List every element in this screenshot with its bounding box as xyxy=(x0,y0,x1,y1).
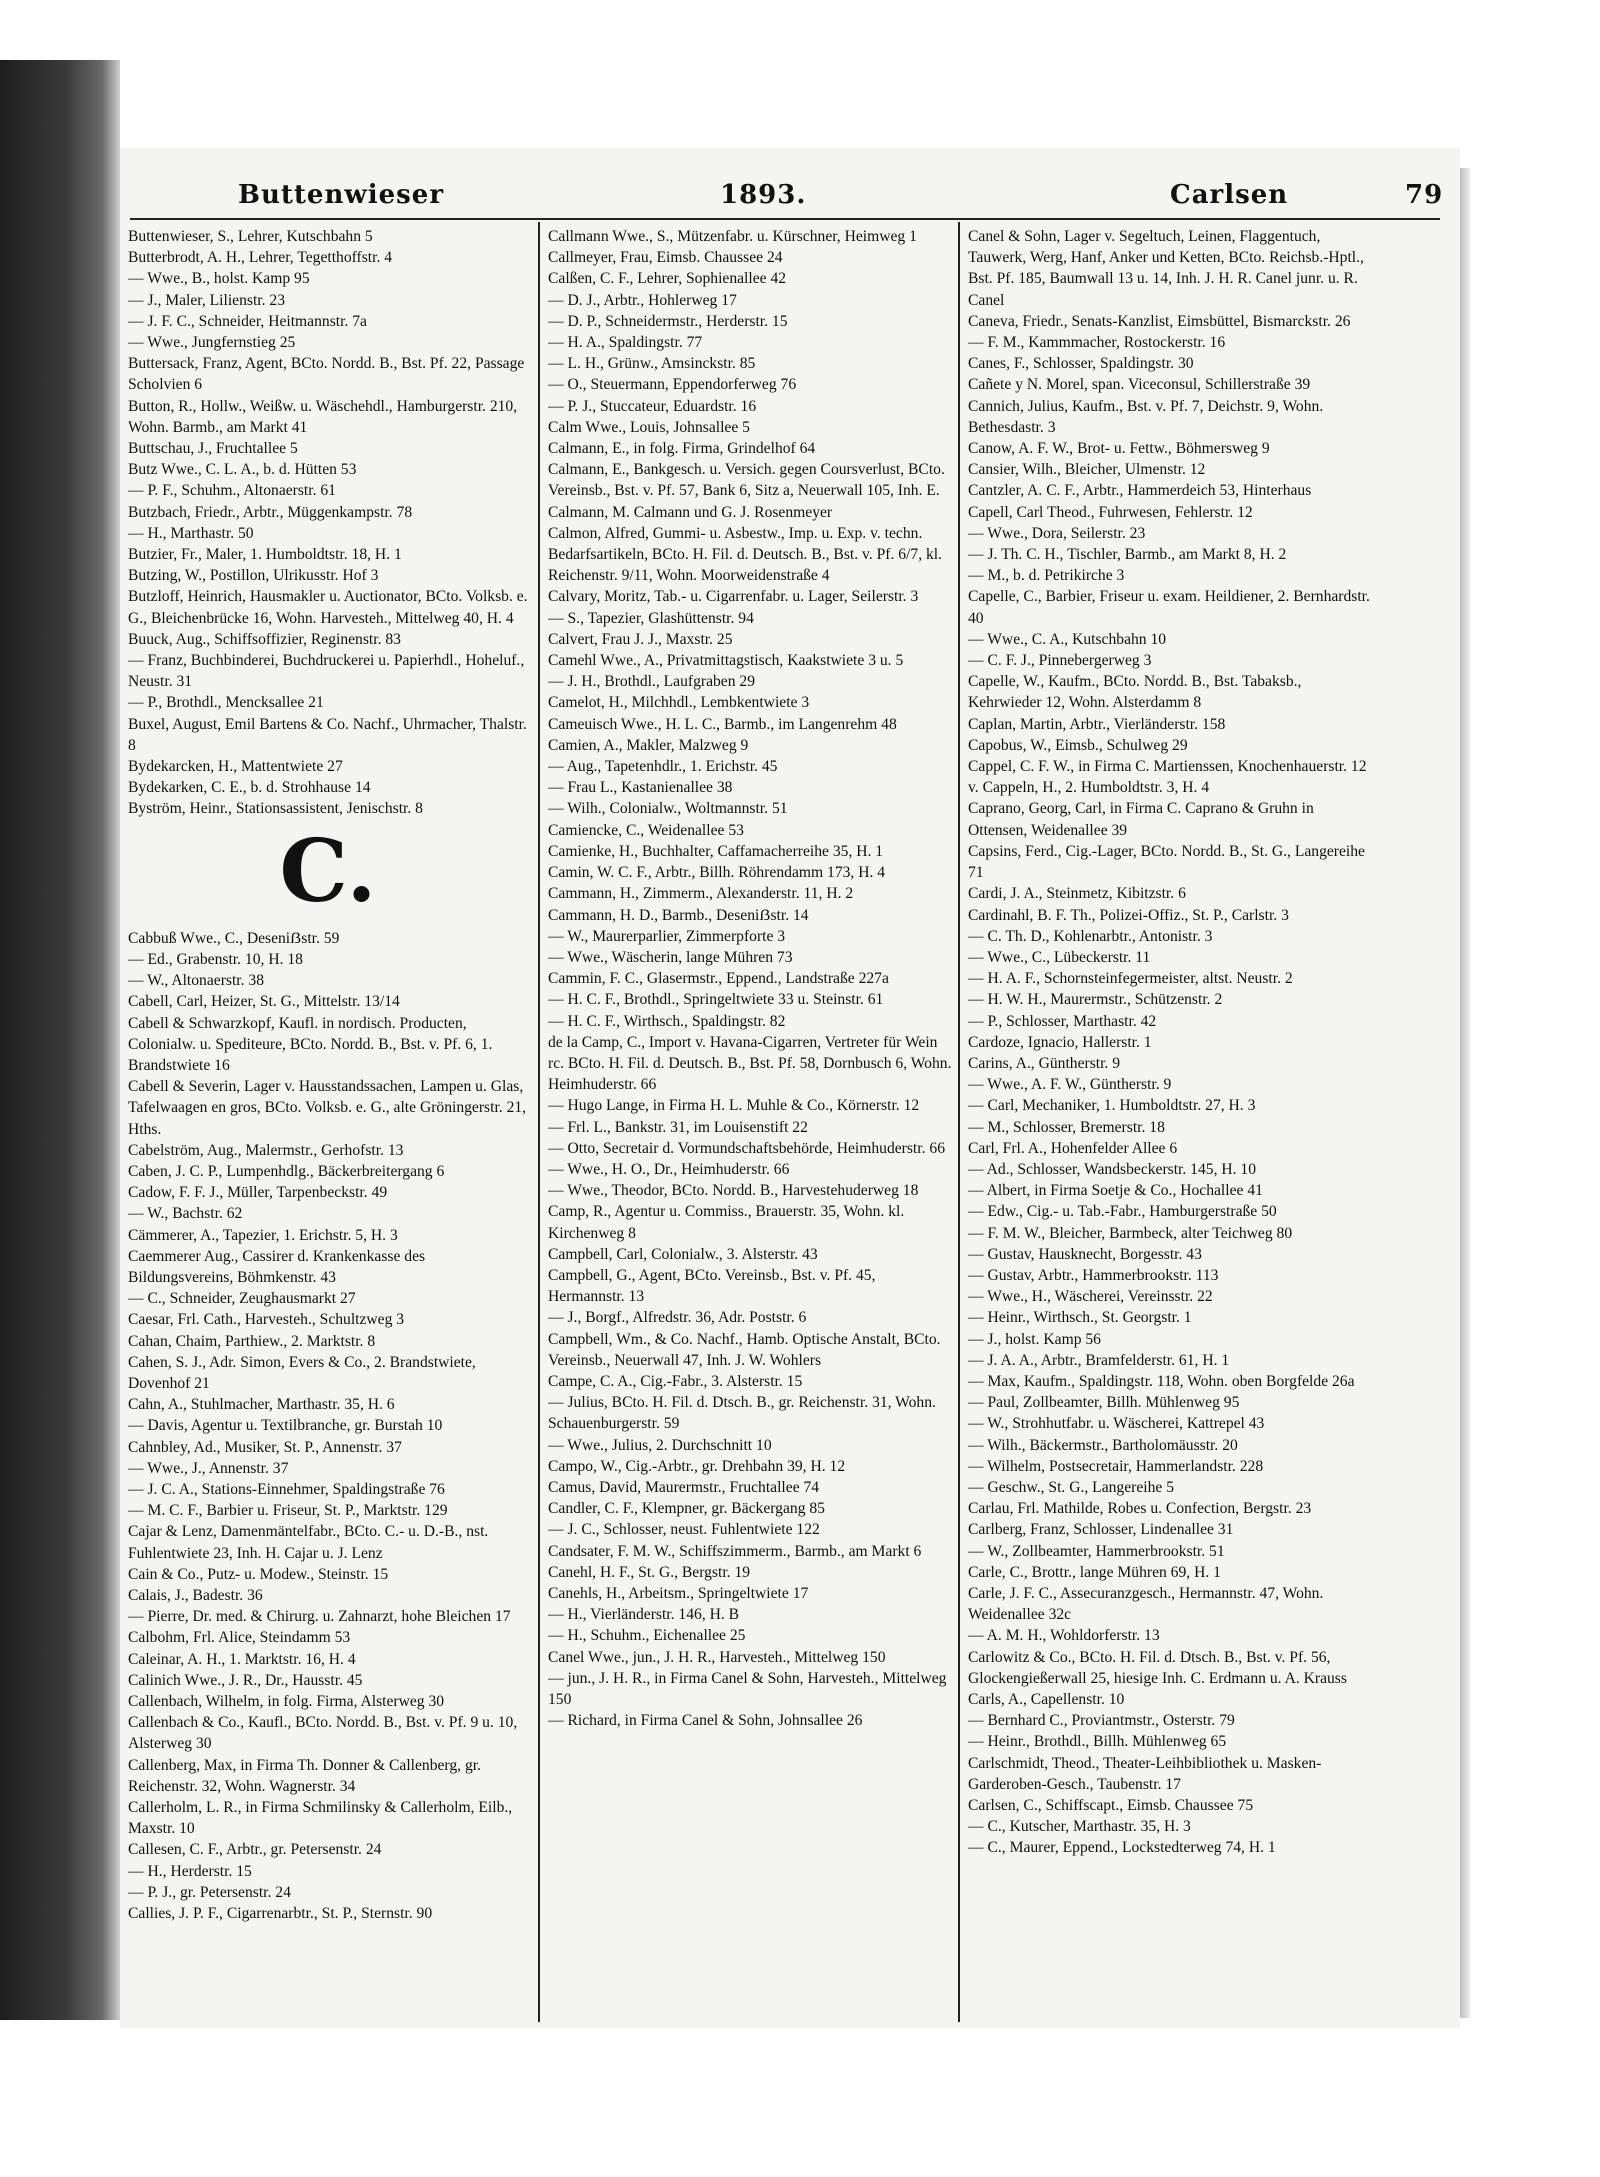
directory-entry: — Edw., Cig.- u. Tab.-Fabr., Hamburgerstraße 50 xyxy=(968,1203,1277,1221)
directory-entry: — Wwe., H. O., Dr., Heimhuderstr. 66 xyxy=(548,1160,790,1178)
directory-entry: — J. H., Brothdl., Laufgraben 29 xyxy=(548,673,756,691)
directory-entry: Camus, David, Maurermstr., Fruchtallee 74 xyxy=(548,1478,820,1496)
directory-entry: — O., Steuermann, Eppendorferweg 76 xyxy=(548,376,797,394)
directory-entry: — Wwe., Julius, 2. Durchschnitt 10 xyxy=(548,1436,772,1454)
directory-entry: Cabelström, Aug., Malermstr., Gerhofstr. 13 xyxy=(128,1141,404,1159)
directory-entry: Camiencke, C., Weidenallee 53 xyxy=(548,821,744,839)
directory-entry: Cain & Co., Putz- u. Modew., Steinstr. 15 xyxy=(128,1565,389,1583)
directory-entry: Canehl, H. F., St. G., Bergstr. 19 xyxy=(548,1563,751,1581)
directory-entry: Butzbach, Friedr., Arbtr., Müggenkampstr. 78 xyxy=(128,503,413,521)
column-3-entries xyxy=(968,226,1373,1859)
directory-entry: — H., Schuhm., Eichenallee 25 xyxy=(548,1627,746,1645)
column-2-entries xyxy=(548,226,953,1731)
directory-entry: Cammann, H., Zimmerm., Alexanderstr. 11, H. 2 xyxy=(548,885,854,903)
directory-entry: — C., Schneider, Zeughausmarkt 27 xyxy=(128,1290,356,1308)
directory-entry: Caplan, Martin, Arbtr., Vierländerstr. 158 xyxy=(968,715,1226,733)
directory-entry: — M. C. F., Barbier u. Friseur, St. P., Marktstr. 129 xyxy=(128,1502,448,1520)
directory-entry: — M., b. d. Petrikirche 3 xyxy=(968,567,1125,585)
directory-entry: Buttschau, J., Fruchtallee 5 xyxy=(128,440,298,458)
directory-entry: — jun., J. H. R., in Firma Canel & Sohn, Harvesteh., Mittelweg 150 xyxy=(548,1669,947,1709)
directory-entry: — P., Brothdl., Mencksallee 21 xyxy=(128,694,324,712)
directory-entry: — Wwe., Jungfernstieg 25 xyxy=(128,334,296,352)
directory-entry: — C., Kutscher, Marthastr. 35, H. 3 xyxy=(968,1818,1191,1836)
directory-entry: Calmon, Alfred, Gummi- u. Asbestw., Imp. u. Exp. v. techn. Bedarfsartikeln, BCto. H. Fil. d. Deutsch. B., Bst. v. Pf. 6/7, kl. Reichenstr. 9/11, Wohn. Moorweidenstraße 4 xyxy=(548,524,943,585)
directory-entry: — H., Marthastr. 50 xyxy=(128,524,254,542)
directory-entry: Caleinar, A. H., 1. Marktstr. 16, H. 4 xyxy=(128,1650,356,1668)
directory-entry: — C., Maurer, Eppend., Lockstedterweg 74, H. 1 xyxy=(968,1839,1276,1857)
directory-entry: — Max, Kaufm., Spaldingstr. 118, Wohn. oben Borgfelde 26a xyxy=(968,1372,1355,1390)
directory-entry: — Wwe., J., Annenstr. 37 xyxy=(128,1459,289,1477)
directory-entry: Callmann Wwe., S., Mützenfabr. u. Kürschner, Heimweg 1 xyxy=(548,228,917,245)
directory-entry: — H. W. H., Maurermstr., Schützenstr. 2 xyxy=(968,991,1223,1009)
directory-entry: — J. A. A., Arbtr., Bramfelderstr. 61, H. 1 xyxy=(968,1351,1230,1369)
directory-entry: Calais, J., Badestr. 36 xyxy=(128,1586,263,1604)
directory-entry: Butzloff, Heinrich, Hausmakler u. Auctionator, BCto. Volksb. e. G., Bleichenbrücke 16, Wohn. Harvesteh., Mittelweg 40, H. 4 xyxy=(128,588,528,627)
directory-entry: Bydekarken, C. E., b. d. Strohhause 14 xyxy=(128,779,371,797)
directory-entry: — J. F. C., Schneider, Heitmannstr. 7a xyxy=(128,312,367,330)
directory-entry: Cardi, J. A., Steinmetz, Kibitzstr. 6 xyxy=(968,885,1186,903)
directory-entry: Callenbach, Wilhelm, in folg. Firma, Alsterweg 30 xyxy=(128,1693,445,1710)
header-rule xyxy=(130,218,1440,220)
right-running-head: Carlsen xyxy=(1170,180,1289,210)
directory-entry: Cardinahl, B. F. Th., Polizei-Offiz., St. P., Carlstr. 3 xyxy=(968,906,1289,924)
directory-entry: — Wilh., Bäckermstr., Bartholomäusstr. 20 xyxy=(968,1436,1238,1454)
directory-entry: — Paul, Zollbeamter, Billh. Mühlenweg 95 xyxy=(968,1394,1240,1412)
directory-entry: Carlschmidt, Theod., Theater-Leihbibliothek u. Masken-Garderoben-Gesch., Taubenstr. 17 xyxy=(968,1754,1322,1793)
directory-entry: — C. Th. D., Kohlenarbtr., Antonistr. 3 xyxy=(968,927,1213,945)
directory-entry: Button, R., Hollw., Weißw. u. Wäschehdl., Hamburgerstr. 210, Wohn. Barmb., am Markt 41 xyxy=(128,397,518,436)
directory-entry: Calbohm, Frl. Alice, Steindamm 53 xyxy=(128,1629,351,1647)
directory-entry: Buttenwieser, S., Lehrer, Kutschbahn 5 xyxy=(128,228,373,245)
directory-entry: — S., Tapezier, Glashüttenstr. 94 xyxy=(548,609,754,627)
directory-entry: Calmann, E., in folg. Firma, Grindelhof 64 xyxy=(548,440,816,458)
directory-entry: Calinich Wwe., J. R., Dr., Hausstr. 45 xyxy=(128,1671,363,1689)
directory-entry: — Albert, in Firma Soetje & Co., Hochallee 41 xyxy=(968,1182,1263,1200)
directory-entry: Callesen, C. F., Arbtr., gr. Petersenstr. 24 xyxy=(128,1841,382,1859)
directory-entry: Caprano, Georg, Carl, in Firma C. Caprano & Gruhn in Ottensen, Weidenallee 39 xyxy=(968,800,1314,839)
directory-entry: Carlberg, Franz, Schlosser, Lindenallee 31 xyxy=(968,1521,1234,1539)
directory-entry: — F. M., Kammmacher, Rostockerstr. 16 xyxy=(968,334,1226,352)
directory-entry: — Geschw., St. G., Langereihe 5 xyxy=(968,1478,1174,1496)
directory-entry: — L. H., Grünw., Amsinckstr. 85 xyxy=(548,355,756,373)
directory-entry: Camin, W. C. F., Arbtr., Billh. Röhrendamm 173, H. 4 xyxy=(548,864,886,882)
page-number: 79 xyxy=(1405,180,1444,210)
directory-entry: — J. Th. C. H., Tischler, Barmb., am Markt 8, H. 2 xyxy=(968,546,1287,564)
directory-entry: — J., Borgf., Alfredstr. 36, Adr. Poststr. 6 xyxy=(548,1309,807,1327)
directory-entry: Butterbrodt, A. H., Lehrer, Tegetthoffstr. 4 xyxy=(128,249,393,267)
directory-entry: Caben, J. C. P., Lumpenhdlg., Bäckerbreitergang 6 xyxy=(128,1162,445,1180)
directory-entry: Carle, C., Brottr., lange Mühren 69, H. 1 xyxy=(968,1563,1221,1581)
directory-entry: — Wilh., Colonialw., Woltmannstr. 51 xyxy=(548,800,788,818)
directory-entry: Carl, Frl. A., Hohenfelder Allee 6 xyxy=(968,1139,1178,1157)
directory-entry: — J., Maler, Lilienstr. 23 xyxy=(128,291,286,309)
directory-entry: Camien, A., Makler, Malzweg 9 xyxy=(548,736,749,754)
directory-entry: — P. J., gr. Petersenstr. 24 xyxy=(128,1883,291,1901)
column-1-entries-top xyxy=(128,226,528,820)
directory-entry: Cappel, C. F. W., in Firma C. Martienssen, Knochenhauerstr. 12 xyxy=(968,758,1367,776)
directory-entry: Callmeyer, Frau, Eimsb. Chaussee 24 xyxy=(548,249,783,267)
directory-entry: Campe, C. A., Cig.-Fabr., 3. Alsterstr. 15 xyxy=(548,1372,803,1390)
directory-entry: Calmann, E., Bankgesch. u. Versich. gegen Coursverlust, BCto. Vereinsb., Bst. v. Pf. 57, Bank 6, Sitz a, Neuerwall 105, Inh. E. Calmann, M. Calmann und G. J. Rosenmeyer xyxy=(548,461,945,521)
book-spine-shadow xyxy=(0,60,120,2020)
directory-entry: Butz Wwe., C. L. A., b. d. Hütten 53 xyxy=(128,461,357,479)
directory-entry: Cämmerer, A., Tapezier, 1. Erichstr. 5, H. 3 xyxy=(128,1226,398,1244)
directory-entry: Canes, F., Schlosser, Spaldingstr. 30 xyxy=(968,355,1194,373)
directory-entry: — Hugo Lange, in Firma H. L. Muhle & Co., Körnerstr. 12 xyxy=(548,1097,920,1115)
directory-entry: Camienke, H., Buchhalter, Caffamacherreihe 35, H. 1 xyxy=(548,842,884,860)
directory-entry: Campbell, Carl, Colonialw., 3. Alsterstr. 43 xyxy=(548,1245,818,1263)
directory-entry: Cahn, A., Stuhlmacher, Marthastr. 35, H. 6 xyxy=(128,1396,395,1414)
directory-entry: Butzier, Fr., Maler, 1. Humboldtstr. 18, H. 1 xyxy=(128,546,402,564)
directory-entry: Campbell, G., Agent, BCto. Vereinsb., Bst. v. Pf. 45, Hermannstr. 13 xyxy=(548,1266,876,1306)
directory-entry: Cantzler, A. C. F., Arbtr., Hammerdeich 53, Hinterhaus xyxy=(968,482,1312,500)
left-running-head: Buttenwieser xyxy=(238,180,445,210)
directory-entry: — H. A., Spaldingstr. 77 xyxy=(548,334,703,352)
directory-entry: — Wwe., B., holst. Kamp 95 xyxy=(128,270,310,288)
directory-entry: Cahen, S. J., Adr. Simon, Evers & Co., 2. Brandstwiete, Dovenhof 21 xyxy=(128,1353,476,1392)
directory-entry: Cammin, F. C., Glasermstr., Eppend., Landstraße 227a xyxy=(548,970,889,988)
directory-entry: Caesar, Frl. Cath., Harvesteh., Schultzweg 3 xyxy=(128,1311,405,1329)
directory-entry: — H. C. F., Brothdl., Springeltwiete 33 u. Steinstr. 61 xyxy=(548,991,884,1009)
directory-entry: — Wwe., C., Lübeckerstr. 11 xyxy=(968,948,1151,966)
directory-entry: — Franz, Buchbinderei, Buchdruckerei u. Papierhdl., Hoheluf., Neustr. 31 xyxy=(128,652,525,691)
directory-entry: Calvert, Frau J. J., Maxstr. 25 xyxy=(548,630,733,648)
directory-entry: — D. P., Schneidermstr., Herderstr. 15 xyxy=(548,312,788,330)
directory-entry: — Wwe., Dora, Seilerstr. 23 xyxy=(968,524,1146,542)
directory-entry: Cañete y N. Morel, span. Viceconsul, Schillerstraße 39 xyxy=(968,376,1311,394)
directory-entry: Cajar & Lenz, Damenmäntelfabr., BCto. C.- u. D.-B., nst. Fuhlentwiete 23, Inh. H. Cajar u. J. Lenz xyxy=(128,1523,489,1562)
directory-entry: Capelle, W., Kaufm., BCto. Nordd. B., Bst. Tabaksb., Kehrwieder 12, Wohn. Alsterdamm 8 xyxy=(968,673,1302,712)
directory-entry: Cahnbley, Ad., Musiker, St. P., Annenstr. 37 xyxy=(128,1438,402,1456)
directory-entry: Callenberg, Max, in Firma Th. Donner & Callenberg, gr. Reichenstr. 32, Wohn. Wagnerstr. 34 xyxy=(128,1756,481,1795)
directory-entry: — W., Strohhutfabr. u. Wäscherei, Kattrepel 43 xyxy=(968,1415,1265,1433)
directory-entry: — W., Bachstr. 62 xyxy=(128,1205,243,1223)
directory-entry: Canel Wwe., jun., J. H. R., Harvesteh., Mittelweg 150 xyxy=(548,1648,886,1666)
directory-entry: Campbell, Wm., & Co. Nachf., Hamb. Optische Anstalt, BCto. Vereinsb., Neuerwall 47, Inh. J. W. Wohlers xyxy=(548,1330,941,1369)
directory-entry: — Otto, Secretair d. Vormundschaftsbehörde, Heimhuderstr. 66 xyxy=(548,1139,945,1157)
directory-entry: — M., Schlosser, Bremerstr. 18 xyxy=(968,1118,1165,1136)
directory-entry: — W., Altonaerstr. 38 xyxy=(128,972,265,990)
directory-entry: — Julius, BCto. H. Fil. d. Dtsch. B., gr. Reichenstr. 31, Wohn. Schauenburgerstr. 59 xyxy=(548,1394,936,1433)
directory-entry: Capobus, W., Eimsb., Schulweg 29 xyxy=(968,736,1188,754)
directory-entry: Cabell & Severin, Lager v. Hausstandssachen, Lampen u. Glas, Tafelwaagen en gros, BCto. Volksb. e. G., alte Gröningerstr. 21, Hths. xyxy=(128,1078,527,1138)
directory-entry: — Gustav, Arbtr., Hammerbrookstr. 113 xyxy=(968,1266,1219,1284)
directory-entry: Calvary, Moritz, Tab.- u. Cigarrenfabr. u. Lager, Seilerstr. 3 xyxy=(548,588,919,606)
directory-entry: Buxel, August, Emil Bartens & Co. Nachf., Uhrmacher, Thalstr. 8 xyxy=(128,715,527,754)
year-heading: 1893. xyxy=(720,180,807,210)
directory-entry: Cammann, H. D., Barmb., Deseniẞstr. 14 xyxy=(548,906,809,924)
column-divider-right xyxy=(958,222,960,2022)
section-letter: C. xyxy=(279,820,377,922)
directory-entry: — H. A. F., Schornsteinfegermeister, altst. Neustr. 2 xyxy=(968,970,1293,988)
directory-entry: v. Cappeln, H., 2. Humboldtstr. 3, H. 4 xyxy=(968,779,1210,797)
directory-entry: Carins, A., Güntherstr. 9 xyxy=(968,1054,1121,1072)
directory-entry: — Pierre, Dr. med. & Chirurg. u. Zahnarzt, hohe Bleichen 17 xyxy=(128,1608,511,1626)
directory-entry: Cabell, Carl, Heizer, St. G., Mittelstr. 13/14 xyxy=(128,993,400,1011)
directory-entry: — Aug., Tapetenhdlr., 1. Erichstr. 45 xyxy=(548,758,778,776)
directory-entry: Candler, C. F., Klempner, gr. Bäckergang 85 xyxy=(548,1500,825,1518)
directory-entry: — J. C. A., Stations-Einnehmer, Spaldingstraße 76 xyxy=(128,1480,445,1498)
directory-entry: Cabbuß Wwe., C., Deseniẞstr. 59 xyxy=(128,929,340,947)
directory-entry: — Frl. L., Bankstr. 31, im Louisenstift 22 xyxy=(548,1118,808,1136)
directory-entry: Cahan, Chaim, Parthiew., 2. Marktstr. 8 xyxy=(128,1332,376,1350)
directory-entry: — P., Schlosser, Marthastr. 42 xyxy=(968,1012,1157,1030)
directory-entry: — Wwe., C. A., Kutschbahn 10 xyxy=(968,630,1167,648)
directory-entry: Buuck, Aug., Schiffsoffizier, Reginenstr. 83 xyxy=(128,630,401,648)
directory-entry: Cansier, Wilh., Bleicher, Ulmenstr. 12 xyxy=(968,461,1206,479)
directory-entry: Calßen, C. F., Lehrer, Sophienallee 42 xyxy=(548,270,787,288)
directory-entry: Capelle, C., Barbier, Friseur u. exam. Heildiener, 2. Bernhardstr. 40 xyxy=(968,588,1370,627)
directory-entry: — H., Vierländerstr. 146, H. B xyxy=(548,1606,740,1624)
directory-entry: — Gustav, Hausknecht, Borgesstr. 43 xyxy=(968,1245,1202,1263)
directory-entry: Carlau, Frl. Mathilde, Robes u. Confection, Bergstr. 23 xyxy=(968,1500,1312,1518)
directory-entry: Canehls, H., Arbeitsm., Springeltwiete 17 xyxy=(548,1585,809,1602)
directory-entry: Butzing, W., Postillon, Ulrikusstr. Hof 3 xyxy=(128,567,379,585)
directory-entry: — Ed., Grabenstr. 10, H. 18 xyxy=(128,950,303,968)
directory-entry: Canel & Sohn, Lager v. Segeltuch, Leinen, Flaggentuch, Tauwerk, Werg, Hanf, Anker und Ketten, BCto. Reichsb.-Hptl., Bst. Pf. 185, Baumwall 13 u. 14, Inh. J. H. R. Canel junr. u. R. Canel xyxy=(968,228,1364,309)
directory-entry: — Bernhard C., Proviantmstr., Osterstr. 79 xyxy=(968,1712,1235,1730)
directory-entry: Buttersack, Franz, Agent, BCto. Nordd. B., Bst. Pf. 22, Passage Scholvien 6 xyxy=(128,355,525,394)
directory-entry: — C. F. J., Pinnebergerweg 3 xyxy=(968,652,1152,670)
directory-entry: Camp, R., Agentur u. Commiss., Brauerstr. 35, Wohn. kl. Kirchenweg 8 xyxy=(548,1203,905,1242)
directory-entry: Carlowitz & Co., BCto. H. Fil. d. Dtsch. B., Bst. v. Pf. 56, Glockengießerwall 25, hiesige Inh. C. Erdmann u. A. Krauss xyxy=(968,1648,1347,1687)
directory-entry: Callies, J. P. F., Cigarrenarbtr., St. P., Sternstr. 90 xyxy=(128,1905,433,1923)
column-1-entries-bottom xyxy=(128,928,528,1925)
directory-entry: — A. M. H., Wohldorferstr. 13 xyxy=(968,1627,1160,1645)
directory-entry: — Wwe., H., Wäscherei, Vereinsstr. 22 xyxy=(968,1288,1213,1306)
page-edge xyxy=(1460,168,1470,2018)
directory-entry: — Ad., Schlosser, Wandsbeckerstr. 145, H. 10 xyxy=(968,1160,1257,1178)
directory-entry: Cameuisch Wwe., H. L. C., Barmb., im Langenrehm 48 xyxy=(548,715,897,733)
directory-column-2 xyxy=(548,226,953,2006)
directory-entry: — Wwe., Theodor, BCto. Nordd. B., Harvestehuderweg 18 xyxy=(548,1182,919,1200)
directory-entry: — Frau L., Kastanienallee 38 xyxy=(548,779,733,797)
directory-entry: Caneva, Friedr., Senats-Kanzlist, Eimsbüttel, Bismarckstr. 26 xyxy=(968,312,1351,330)
column-divider-left xyxy=(538,222,540,2022)
directory-entry: Calm Wwe., Louis, Johnsallee 5 xyxy=(548,418,750,436)
directory-entry: Bydekarcken, H., Mattentwiete 27 xyxy=(128,758,343,776)
directory-entry: Byström, Heinr., Stationsassistent, Jenischstr. 8 xyxy=(128,800,423,818)
directory-entry: — D. J., Arbtr., Hohlerweg 17 xyxy=(548,291,737,309)
directory-entry: — J., holst. Kamp 56 xyxy=(968,1330,1101,1348)
directory-entry: — W., Maurerparlier, Zimmerpforte 3 xyxy=(548,927,786,945)
directory-column-1 xyxy=(128,226,528,2006)
directory-entry: Camelot, H., Milchhdl., Lembkentwiete 3 xyxy=(548,694,810,712)
directory-entry: Carls, A., Capellenstr. 10 xyxy=(968,1691,1125,1709)
directory-entry: Carle, J. F. C., Assecuranzgesch., Hermannstr. 47, Wohn. Weidenallee 32c xyxy=(968,1585,1324,1624)
directory-entry: Cadow, F. F. J., Müller, Tarpenbeckstr. 49 xyxy=(128,1184,388,1202)
directory-entry: — Wilhelm, Postsecretair, Hammerlandstr. 228 xyxy=(968,1457,1264,1475)
directory-entry: Carlsen, C., Schiffscapt., Eimsb. Chaussee 75 xyxy=(968,1797,1254,1815)
directory-entry: — Davis, Agentur u. Textilbranche, gr. Burstah 10 xyxy=(128,1417,443,1435)
directory-entry: Cabell & Schwarzkopf, Kaufl. in nordisch. Producten, Colonialw. u. Spediteure, BCto. Nordd. B., Bst. v. Pf. 6, 1. Brandstwiete 16 xyxy=(128,1014,493,1074)
directory-entry: Candsater, F. M. W., Schiffszimmerm., Barmb., am Markt 6 xyxy=(548,1542,922,1560)
directory-entry: Camehl Wwe., A., Privatmittagstisch, Kaakstwiete 3 u. 5 xyxy=(548,652,904,670)
directory-entry: — Carl, Mechaniker, 1. Humboldtstr. 27, H. 3 xyxy=(968,1097,1256,1115)
directory-entry: — H. C. F., Wirthsch., Spaldingstr. 82 xyxy=(548,1012,786,1030)
directory-entry: Capell, Carl Theod., Fuhrwesen, Fehlerstr. 12 xyxy=(968,503,1253,521)
directory-entry: — Wwe., Wäscherin, lange Mühren 73 xyxy=(548,948,793,966)
directory-entry: — J. C., Schlosser, neust. Fuhlentwiete 122 xyxy=(548,1521,820,1539)
directory-entry: Cannich, Julius, Kaufm., Bst. v. Pf. 7, Deichstr. 9, Wohn. Bethesdastr. 3 xyxy=(968,397,1324,436)
directory-entry: Callerholm, L. R., in Firma Schmilinsky & Callerholm, Eilb., Maxstr. 10 xyxy=(128,1799,513,1838)
directory-entry: — P. F., Schuhm., Altonaerstr. 61 xyxy=(128,482,336,500)
directory-entry: — F. M. W., Bleicher, Barmbeck, alter Teichweg 80 xyxy=(968,1224,1293,1242)
directory-entry: — P. J., Stuccateur, Eduardstr. 16 xyxy=(548,397,757,415)
directory-entry: Campo, W., Cig.-Arbtr., gr. Drehbahn 39, H. 12 xyxy=(548,1457,846,1475)
directory-column-3 xyxy=(968,226,1373,2006)
directory-entry: — Heinr., Brothdl., Billh. Mühlenweg 65 xyxy=(968,1733,1227,1751)
directory-entry: — W., Zollbeamter, Hammerbrookstr. 51 xyxy=(968,1542,1225,1560)
page-header xyxy=(130,180,1444,220)
directory-entry: — Wwe., A. F. W., Güntherstr. 9 xyxy=(968,1076,1172,1094)
directory-entry: Callenbach & Co., Kaufl., BCto. Nordd. B., Bst. v. Pf. 9 u. 10, Alsterweg 30 xyxy=(128,1714,518,1753)
directory-entry: Caemmerer Aug., Cassirer d. Krankenkasse des Bildungsvereins, Böhmkenstr. 43 xyxy=(128,1247,426,1286)
directory-entry: — H., Herderstr. 15 xyxy=(128,1862,252,1880)
directory-entry: — Heinr., Wirthsch., St. Georgstr. 1 xyxy=(968,1309,1192,1327)
directory-entry: de la Camp, C., Import v. Havana-Cigarren, Vertreter für Wein rc. BCto. H. Fil. d. Deutsch. B., Bst. Pf. 58, Dornbusch 6, Wohn. Heimhuderstr. 66 xyxy=(548,1033,952,1094)
directory-entry: — Richard, in Firma Canel & Sohn, Johnsallee 26 xyxy=(548,1712,863,1730)
directory-entry: Cardoze, Ignacio, Hallerstr. 1 xyxy=(968,1033,1152,1051)
directory-entry: Canow, A. F. W., Brot- u. Fettw., Böhmersweg 9 xyxy=(968,440,1270,458)
directory-entry: Capsins, Ferd., Cig.-Lager, BCto. Nordd. B., St. G., Langereihe 71 xyxy=(968,842,1365,882)
